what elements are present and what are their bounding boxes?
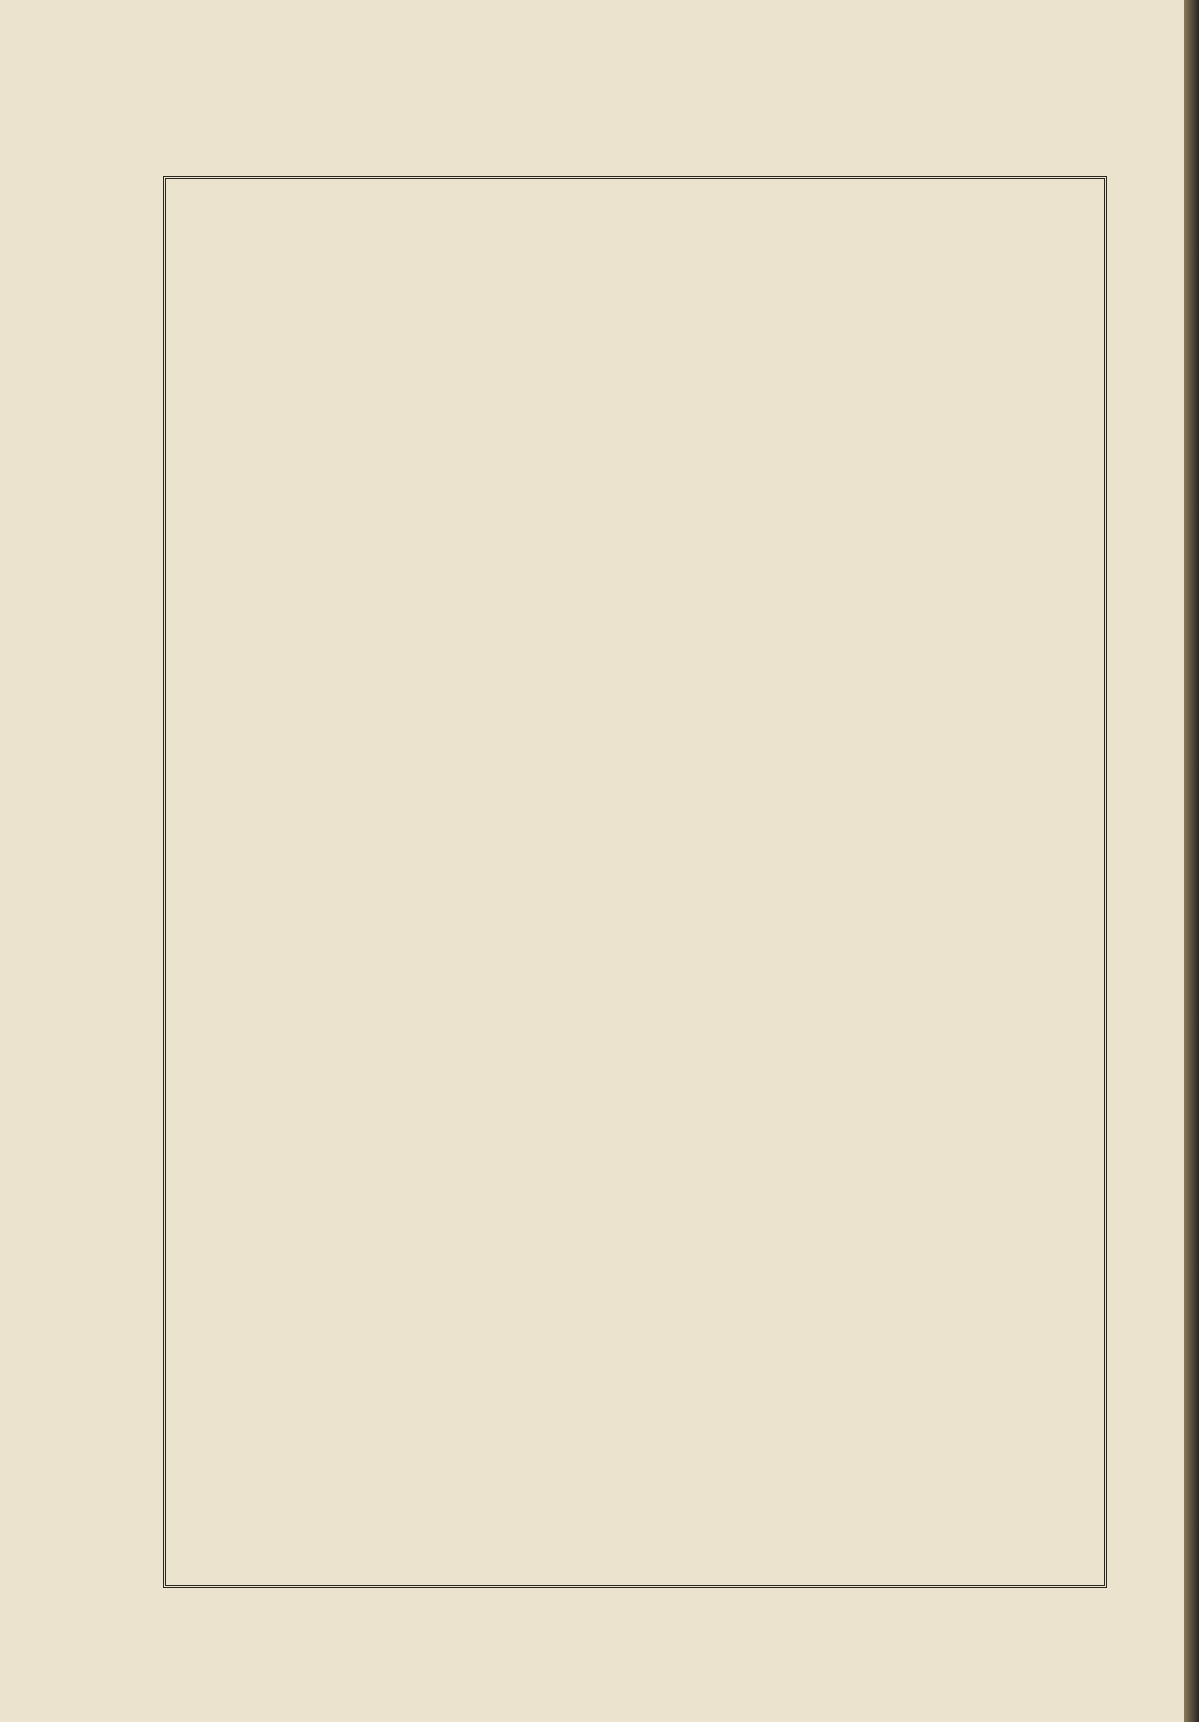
page-edge [1184, 0, 1199, 1722]
table-frame [163, 176, 1107, 1588]
